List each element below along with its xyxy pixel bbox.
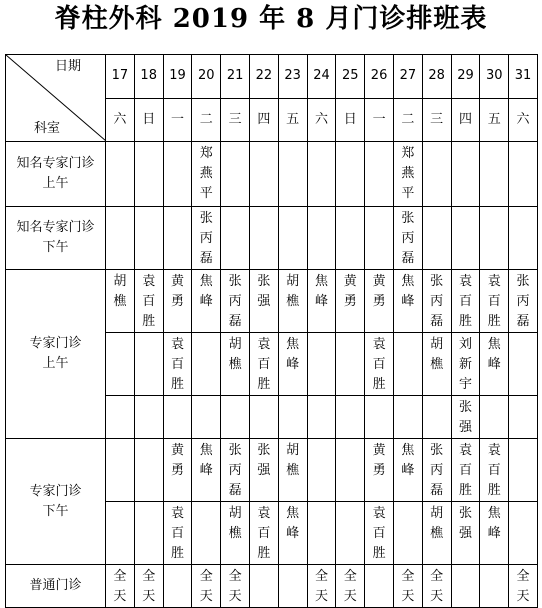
doctor-name: 袁 百 胜 [170,337,184,392]
doctor-name [164,142,192,144]
date-cell: 18 [134,55,163,99]
doctor-name: 黄 勇 [372,274,386,309]
doctor-cell [221,270,250,333]
department-label-cell [6,207,106,270]
department-label-cell [6,565,106,608]
doctor-cell [365,142,394,207]
doctor-cell [106,270,135,333]
doctor-name: 胡 樵 [286,443,300,478]
doctor-name [423,396,451,398]
doctor-name [192,396,220,398]
doctor-cell [480,207,509,270]
doctor-name: 焦 峰 [487,337,501,372]
doctor-cell [451,270,480,333]
doctor-cell [134,502,163,565]
doctor-name [308,439,336,441]
department-label-cell [6,142,106,207]
doctor-cell [307,207,336,270]
doctor-cell [336,207,365,270]
doctor-name: 焦 峰 [487,506,501,541]
doctor-name: 胡 樵 [286,274,300,309]
doctor-name: 张 丙 磊 [430,274,444,329]
corner-header-cell [6,55,106,142]
doctor-cell [192,207,221,270]
doctor-cell [249,439,278,502]
doctor-cell [451,142,480,207]
doctor-name: 胡 樵 [430,337,444,372]
doctor-name [336,502,364,504]
weekday-cell: 四 [451,98,480,142]
doctor-cell [451,565,480,608]
date-cell: 26 [365,55,394,99]
doctor-name [135,142,163,144]
doctor-name: 张 丙 磊 [228,274,242,329]
doctor-name [106,142,134,144]
date-cell: 30 [480,55,509,99]
doctor-name [509,142,537,144]
doctor-cell [307,502,336,565]
doctor-name [423,142,451,144]
doctor-cell [106,565,135,608]
doctor-cell [134,565,163,608]
date-cell: 31 [509,55,538,99]
doctor-name [106,396,134,398]
doctor-cell [451,333,480,396]
doctor-name: 全 天 [113,569,127,604]
doctor-name: 袁 百 胜 [257,506,271,561]
department-label-cell [6,439,106,565]
doctor-cell [249,502,278,565]
doctor-name [221,396,249,398]
doctor-cell [480,333,509,396]
weekday-cell: 一 [365,98,394,142]
doctor-name [192,502,220,504]
doctor-cell [422,502,451,565]
doctor-cell [163,270,192,333]
doctor-cell [336,439,365,502]
doctor-name [106,207,134,209]
doctor-cell [192,502,221,565]
doctor-name: 张 丙 磊 [199,211,213,266]
department-label-line: 下午 [42,503,69,519]
doctor-cell [336,396,365,439]
doctor-cell [307,396,336,439]
doctor-cell [365,565,394,608]
department-label-line: 知名专家门诊 [16,220,95,235]
doctor-name: 张 丙 磊 [516,274,530,329]
doctor-name: 袁 百 胜 [170,506,184,561]
doctor-name: 全 天 [199,569,213,604]
doctor-name [365,565,393,567]
doctor-cell [249,396,278,439]
department-label-line: 专家门诊 [29,336,82,351]
department-label-line: 上午 [42,356,69,371]
doctor-cell [365,439,394,502]
doctor-name [336,142,364,144]
doctor-cell [393,270,422,333]
schedule-row [6,565,538,608]
doctor-cell [509,565,538,608]
doctor-cell [134,142,163,207]
doctor-cell [451,207,480,270]
doctor-name: 郑 燕 平 [401,146,415,201]
doctor-cell [163,439,192,502]
doctor-name: 焦 峰 [401,274,415,309]
doctor-name [308,142,336,144]
doctor-cell [221,142,250,207]
department-label-line: 下午 [42,240,69,255]
doctor-cell [192,565,221,608]
doctor-name: 张 强 [458,400,472,435]
doctor-name [509,207,537,209]
doctor-name [106,502,134,504]
doctor-name: 焦 峰 [286,337,300,372]
doctor-name [279,207,307,209]
doctor-cell [336,565,365,608]
doctor-cell [422,142,451,207]
date-cell: 17 [106,55,135,99]
weekday-cell: 四 [249,98,278,142]
weekday-cell: 六 [509,98,538,142]
doctor-name: 黄 勇 [170,274,184,309]
doctor-cell [163,396,192,439]
doctor-name [394,502,422,504]
doctor-cell [336,270,365,333]
doctor-cell [365,270,394,333]
doctor-cell [307,333,336,396]
doctor-cell [336,142,365,207]
doctor-cell [192,142,221,207]
doctor-name [135,396,163,398]
date-cell: 25 [336,55,365,99]
doctor-cell [422,396,451,439]
doctor-cell [106,502,135,565]
doctor-name [135,502,163,504]
doctor-name [250,396,278,398]
date-cell: 27 [393,55,422,99]
doctor-cell [307,142,336,207]
doctor-name: 袁 百 胜 [458,274,472,329]
doctor-name [279,396,307,398]
doctor-name: 张 丙 磊 [228,443,242,498]
department-label-cell [6,270,106,439]
weekday-cell: 一 [163,98,192,142]
doctor-name: 黄 勇 [170,443,184,478]
doctor-name: 张 强 [458,506,472,541]
doctor-name: 胡 樵 [228,337,242,372]
doctor-cell [221,333,250,396]
weekday-cell: 六 [106,98,135,142]
doctor-name [106,333,134,335]
doctor-name [221,142,249,144]
doctor-name: 胡 樵 [430,506,444,541]
doctor-name: 黄 勇 [372,443,386,478]
doctor-cell [278,270,307,333]
doctor-cell [336,502,365,565]
doctor-cell [365,396,394,439]
doctor-cell [221,207,250,270]
doctor-name [192,333,220,335]
doctor-cell [365,207,394,270]
doctor-cell [451,396,480,439]
doctor-name [452,207,480,209]
doctor-name [480,207,508,209]
doctor-name [135,439,163,441]
doctor-cell [509,333,538,396]
doctor-name: 张 丙 磊 [430,443,444,498]
doctor-cell [365,502,394,565]
date-cell: 29 [451,55,480,99]
doctor-cell [509,142,538,207]
doctor-name: 张 强 [257,443,271,478]
doctor-cell [307,565,336,608]
doctor-name [509,333,537,335]
doctor-cell [480,396,509,439]
doctor-cell [106,333,135,396]
doctor-cell [509,207,538,270]
doctor-name: 袁 百 胜 [487,443,501,498]
doctor-cell [221,439,250,502]
doctor-cell [278,142,307,207]
doctor-cell [480,142,509,207]
weekday-cell: 六 [307,98,336,142]
doctor-cell [509,439,538,502]
weekday-cell: 日 [336,98,365,142]
doctor-name [394,333,422,335]
date-cell: 20 [192,55,221,99]
weekday-cell: 二 [192,98,221,142]
doctor-cell [134,270,163,333]
doctor-cell [480,439,509,502]
doctor-name [106,439,134,441]
doctor-name: 全 天 [142,569,156,604]
schedule-row [6,207,538,270]
doctor-cell [509,270,538,333]
doctor-name [509,396,537,398]
date-cell: 23 [278,55,307,99]
doctor-name [250,565,278,567]
doctor-cell [422,207,451,270]
doctor-cell [422,439,451,502]
weekday-cell: 五 [278,98,307,142]
doctor-name [308,333,336,335]
doctor-cell [221,502,250,565]
doctor-cell [393,207,422,270]
weekday-cell: 三 [221,98,250,142]
doctor-name: 袁 百 胜 [372,337,386,392]
doctor-name [336,396,364,398]
doctor-cell [422,333,451,396]
doctor-cell [106,439,135,502]
doctor-name [308,207,336,209]
doctor-cell [249,142,278,207]
doctor-name [135,207,163,209]
doctor-name [480,396,508,398]
doctor-cell [192,333,221,396]
doctor-cell [393,333,422,396]
doctor-cell [480,502,509,565]
doctor-name: 全 天 [343,569,357,604]
doctor-name: 胡 樵 [228,506,242,541]
doctor-name: 袁 百 胜 [142,274,156,329]
department-label-line: 专家门诊 [29,483,82,499]
doctor-name: 全 天 [430,569,444,604]
doctor-name: 袁 百 胜 [487,274,501,329]
doctor-cell [422,565,451,608]
doctor-name [336,333,364,335]
doctor-cell [480,270,509,333]
doctor-cell [134,396,163,439]
doctor-name: 焦 峰 [286,506,300,541]
page-title: 脊柱外科 2019 年 8 月门诊排班表 [54,4,488,34]
doctor-name [365,142,393,144]
doctor-name [308,502,336,504]
doctor-cell [278,502,307,565]
doctor-name [221,207,249,209]
doctor-name [423,207,451,209]
doctor-cell [134,207,163,270]
doctor-name: 全 天 [314,569,328,604]
doctor-name: 全 天 [228,569,242,604]
doctor-name: 焦 峰 [199,443,213,478]
doctor-name: 焦 峰 [199,274,213,309]
doctor-name [452,565,480,567]
corner-dept-label: 科室 [34,121,61,136]
doctor-cell [336,333,365,396]
doctor-name: 焦 峰 [401,443,415,478]
doctor-name [164,565,192,567]
doctor-cell [393,502,422,565]
doctor-name [336,207,364,209]
doctor-name: 焦 峰 [314,274,328,309]
doctor-name: 胡 樵 [113,274,127,309]
doctor-name: 黄 勇 [343,274,357,309]
doctor-cell [134,439,163,502]
doctor-name [250,142,278,144]
doctor-cell [106,142,135,207]
doctor-cell [221,396,250,439]
doctor-cell [163,565,192,608]
doctor-cell [249,270,278,333]
doctor-cell [451,439,480,502]
schedule-row [6,439,538,502]
doctor-cell [480,565,509,608]
doctor-cell [393,565,422,608]
doctor-name [135,333,163,335]
doctor-name: 张 强 [257,274,271,309]
weekday-cell: 五 [480,98,509,142]
department-label-line: 普通门诊 [29,578,82,593]
doctor-name [365,207,393,209]
doctor-cell [278,333,307,396]
schedule-table [5,54,538,608]
doctor-cell [192,270,221,333]
doctor-name: 袁 百 胜 [257,337,271,392]
header-row-days [6,55,538,99]
corner-date-label: 日期 [54,59,81,74]
doctor-cell [278,439,307,502]
weekday-cell: 三 [422,98,451,142]
doctor-name: 郑 燕 平 [199,146,213,201]
date-cell: 28 [422,55,451,99]
department-label-line: 知名专家门诊 [16,156,95,171]
doctor-cell [249,565,278,608]
doctor-cell [509,396,538,439]
doctor-cell [163,142,192,207]
date-cell: 19 [163,55,192,99]
doctor-name: 张 丙 磊 [401,211,415,266]
doctor-name: 袁 百 胜 [372,506,386,561]
doctor-name [509,439,537,441]
doctor-name [164,207,192,209]
doctor-name [164,396,192,398]
doctor-cell [221,565,250,608]
doctor-cell [451,502,480,565]
doctor-cell [365,333,394,396]
date-cell: 24 [307,55,336,99]
doctor-cell [134,333,163,396]
doctor-name [279,142,307,144]
doctor-cell [422,270,451,333]
doctor-name: 全 天 [401,569,415,604]
doctor-cell [106,207,135,270]
doctor-cell [192,439,221,502]
doctor-name [452,142,480,144]
schedule-row [6,142,538,207]
doctor-cell [393,396,422,439]
doctor-name [480,142,508,144]
doctor-cell [278,565,307,608]
doctor-name [308,396,336,398]
doctor-name [394,396,422,398]
weekday-cell: 二 [393,98,422,142]
doctor-cell [278,396,307,439]
doctor-cell [307,439,336,502]
doctor-cell [393,439,422,502]
doctor-name [509,502,537,504]
department-label-line: 上午 [42,176,69,191]
doctor-name [336,439,364,441]
doctor-name [365,396,393,398]
doctor-cell [249,333,278,396]
date-cell: 21 [221,55,250,99]
doctor-cell [307,270,336,333]
doctor-name [480,565,508,567]
doctor-cell [163,502,192,565]
doctor-cell [249,207,278,270]
doctor-name [250,207,278,209]
schedule-row [6,270,538,333]
doctor-name: 袁 百 胜 [458,443,472,498]
doctor-cell [278,207,307,270]
doctor-cell [163,207,192,270]
doctor-cell [163,333,192,396]
weekday-cell: 日 [134,98,163,142]
doctor-name: 全 天 [516,569,530,604]
doctor-cell [393,142,422,207]
doctor-cell [509,502,538,565]
doctor-cell [192,396,221,439]
doctor-cell [106,396,135,439]
date-cell: 22 [249,55,278,99]
doctor-name [279,565,307,567]
doctor-name: 刘 新 宇 [458,337,472,392]
